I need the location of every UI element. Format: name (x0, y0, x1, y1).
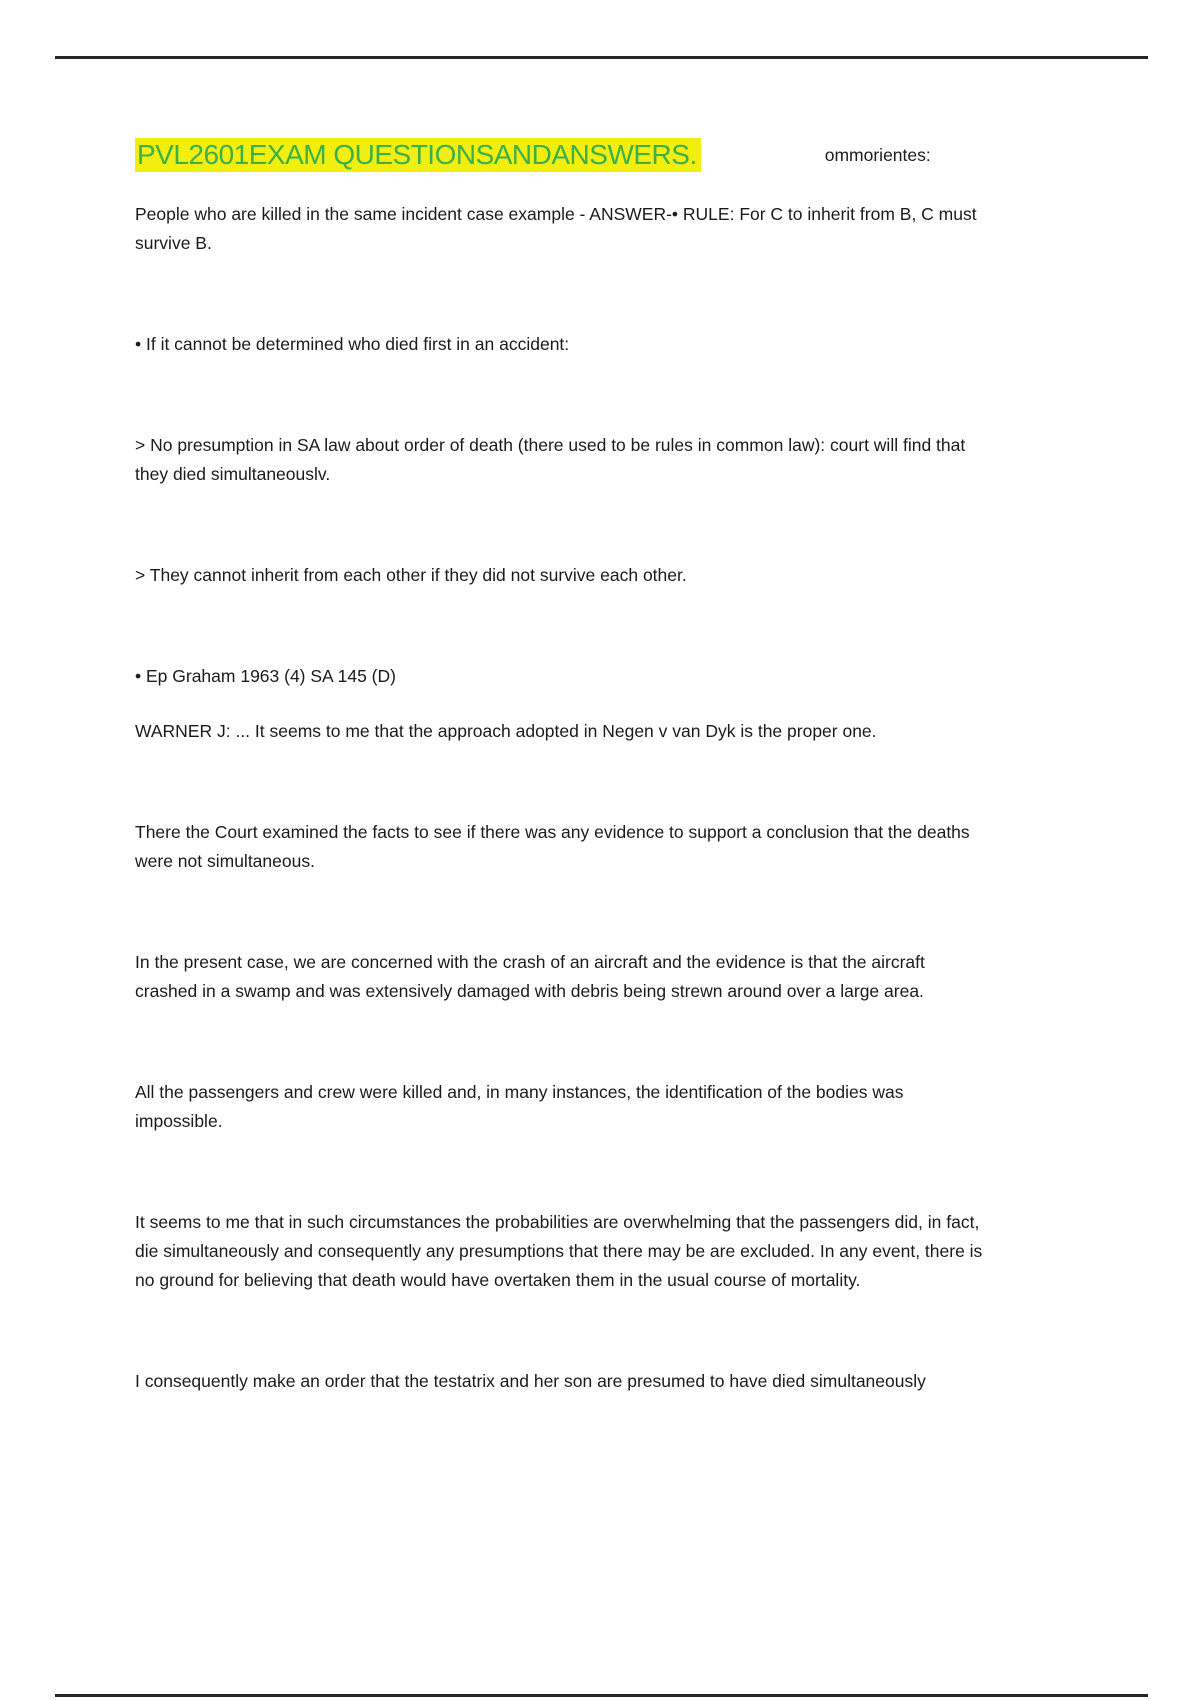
paragraph: In the present case, we are concerned with the crash of an aircraft and the evidence is that the aircraft crashed in a swamp and was extensively damaged with debris being strewn around over a large area. (135, 952, 925, 1001)
page-border-top (55, 56, 1148, 59)
document-header (135, 138, 983, 172)
paragraph: There the Court examined the facts to see if there was any evidence to support a conclusion that the deaths were not simultaneous. (135, 822, 970, 871)
paragraph: • Ep Graham 1963 (4) SA 145 (D) (135, 666, 396, 686)
paragraph: > No presumption in SA law about order of death (there used to be rules in common law): court will find that they died simultaneouslv. (135, 435, 966, 484)
paragraph: It seems to me that in such circumstances the probabilities are overwhelming that the passengers did, in fact, die simultaneously and consequently any presumptions that there may be are excluded. In any event, there is no ground for believing that death would have overtaken them in the usual course of mortality. (135, 1212, 983, 1290)
document-title-highlight: PVL2601EXAM QUESTIONSANDANSWERS. (135, 138, 701, 172)
paragraph: > They cannot inherit from each other if they did not survive each other. (135, 565, 687, 585)
document-content (135, 138, 983, 1396)
page-border-bottom (55, 1694, 1148, 1697)
paragraph: People who are killed in the same incident case example - ANSWER-• RULE: For C to inherit from B, C must survive B. (135, 204, 977, 253)
paragraph: • If it cannot be determined who died first in an accident: (135, 334, 570, 354)
header-side-label: ommorientes: (824, 144, 931, 165)
document-body (135, 200, 983, 1396)
paragraph: I consequently make an order that the testatrix and her son are presumed to have died simultaneously (135, 1371, 926, 1391)
paragraph: All the passengers and crew were killed and, in many instances, the identification of the bodies was impossible. (135, 1082, 904, 1131)
paragraph: WARNER J: ... It seems to me that the approach adopted in Negen v van Dyk is the proper one. (135, 721, 877, 741)
